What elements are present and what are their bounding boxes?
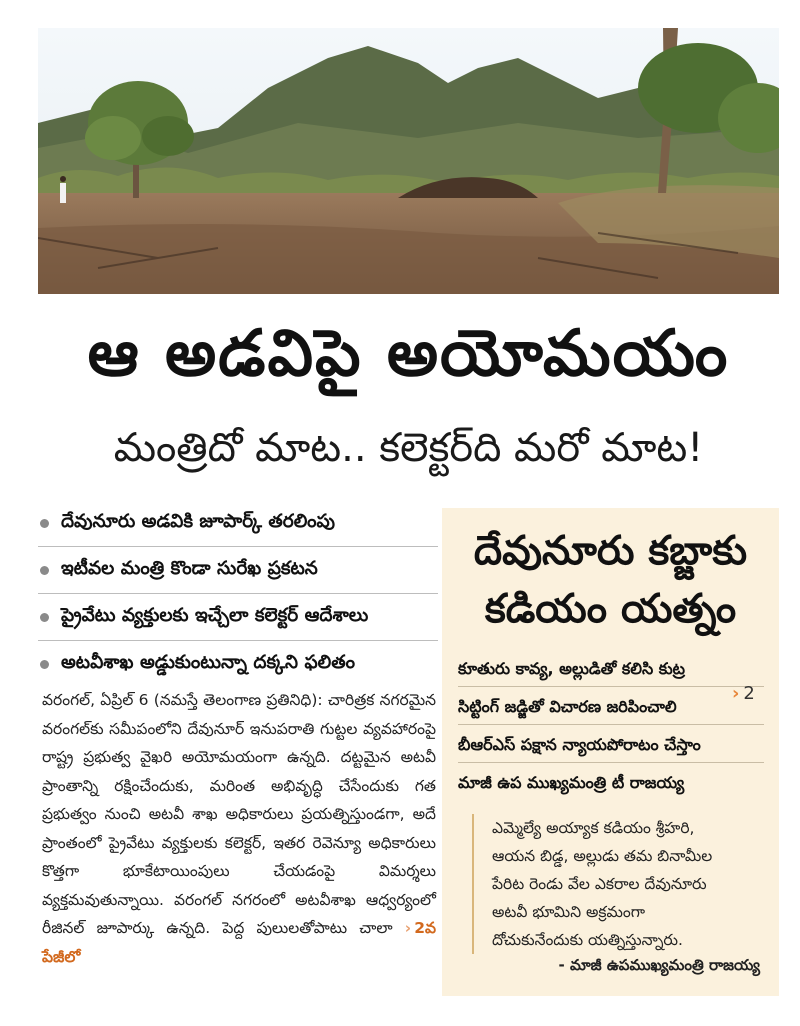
highlight-item [38, 500, 438, 547]
sidebar-title [442, 522, 779, 638]
headline: ఆ అడవిపై అయోమయం [87, 317, 730, 391]
quote-block [472, 814, 780, 954]
chevron-right-icon: › [404, 919, 412, 937]
quote-line: అటవీ భూమిని అక్రమంగా [492, 903, 646, 921]
page-reference[interactable] [732, 683, 755, 704]
highlight-item [38, 641, 438, 687]
highlight-text: అటవీశాఖ అడ్డుకుంటున్నా దక్కని ఫలితం [61, 651, 355, 673]
article-body [42, 686, 436, 971]
sidebar-point: కూతురు కావ్య, అల్లుడితో కలిసి కుట్ర [458, 652, 764, 687]
bullet-icon [40, 660, 49, 669]
sidebar-point: సిట్టింగ్‌ జడ్జితో విచారణ జరిపించాలి [458, 690, 764, 725]
sidebar-point: బీఆర్‌ఎస్‌ పక్షాన న్యాయపోరాటం చేస్తాం [458, 728, 764, 763]
forest-photo [38, 28, 779, 294]
subheadline: మంత్రిదో మాట.. కలెక్టర్‌ది మరో మాట! [113, 425, 704, 471]
bullet-icon [40, 566, 49, 575]
article-text: వరంగల్‌, ఏప్రిల్‌ 6 (నమస్తే తెలంగాణ ప్రతినిధి): చారిత్రక నగరమైన వరంగల్‌కు సమీపంలోని దేవునూర్‌ ఇనుపరాతి గుట్టల వ్యవహారంపై రాష్ట్ర ప్రభుత్వ వైఖరి అయోమయంగా ఉన్నది. దట్టమైన అటవీ ప్రాంతాన్ని రక్షించేందుకు, మరింత అభివృద్ధి చేసేందుకు గత ప్రభుత్వం నుంచి అటవీ శాఖ అధికారులు ప్రయత్నిస్తుండగా, అదే ప్రాంతంలో ప్రైవేటు వ్యక్తులకు కలెక్టర్‌, ఇతర రెవెన్యూ అధికారులు కొత్తగా భూకేటాయింపులు చేయడంపై విమర్శలు వ్యక్తమవుతున్నాయి. వరంగల్‌ నగరంలో అటవీశాఖ ఆధ్వర్యంలో రీజినల్‌ జూపార్కు ఉన్నది. పెద్ద పులులతోపాటు చాలా [42, 691, 436, 937]
quote-source: - మాజీ ఉపముఖ్యమంత్రి రాజయ్య [558, 956, 760, 974]
quote-line: ఆయన బిడ్డ, అల్లుడు తమ బినామీల [492, 847, 713, 865]
quote-line: పేరిట రెండు వేల ఎకరాల దేవునూరు [492, 875, 707, 893]
continued-label: 2వ పేజీలో [42, 919, 436, 966]
highlights-list [38, 500, 438, 687]
highlight-text: ఇటీవల మంత్రి కొండా సురేఖ ప్రకటన [61, 557, 318, 579]
highlight-text: దేవునూరు అడవికి జూపార్క్‌ తరలింపు [61, 510, 335, 532]
highlight-item [38, 594, 438, 641]
quote-line: ఎమ్మెల్యే అయ్యాక కడియం శ్రీహరి, [492, 819, 695, 837]
sidebar-point: మాజీ ఉప ముఖ్యమంత్రి టీ రాజయ్య [458, 773, 685, 792]
page-reference-number: 2 [743, 683, 755, 704]
bullet-icon [40, 519, 49, 528]
highlight-item [38, 547, 438, 594]
chevron-right-icon: › [732, 683, 740, 704]
sidebar-title-line: కడియం యత్నం [484, 586, 737, 632]
bullet-icon [40, 613, 49, 622]
sidebar-title-line: దేవునూరు కబ్జాకు [473, 528, 748, 574]
quote-line: దోచుకునేందుకు యత్నిస్తున్నారు. [492, 931, 683, 949]
highlight-text: ప్రైవేటు వ్యక్తులకు ఇచ్చేలా కలెక్టర్‌ ఆదేశాలు [61, 604, 369, 626]
